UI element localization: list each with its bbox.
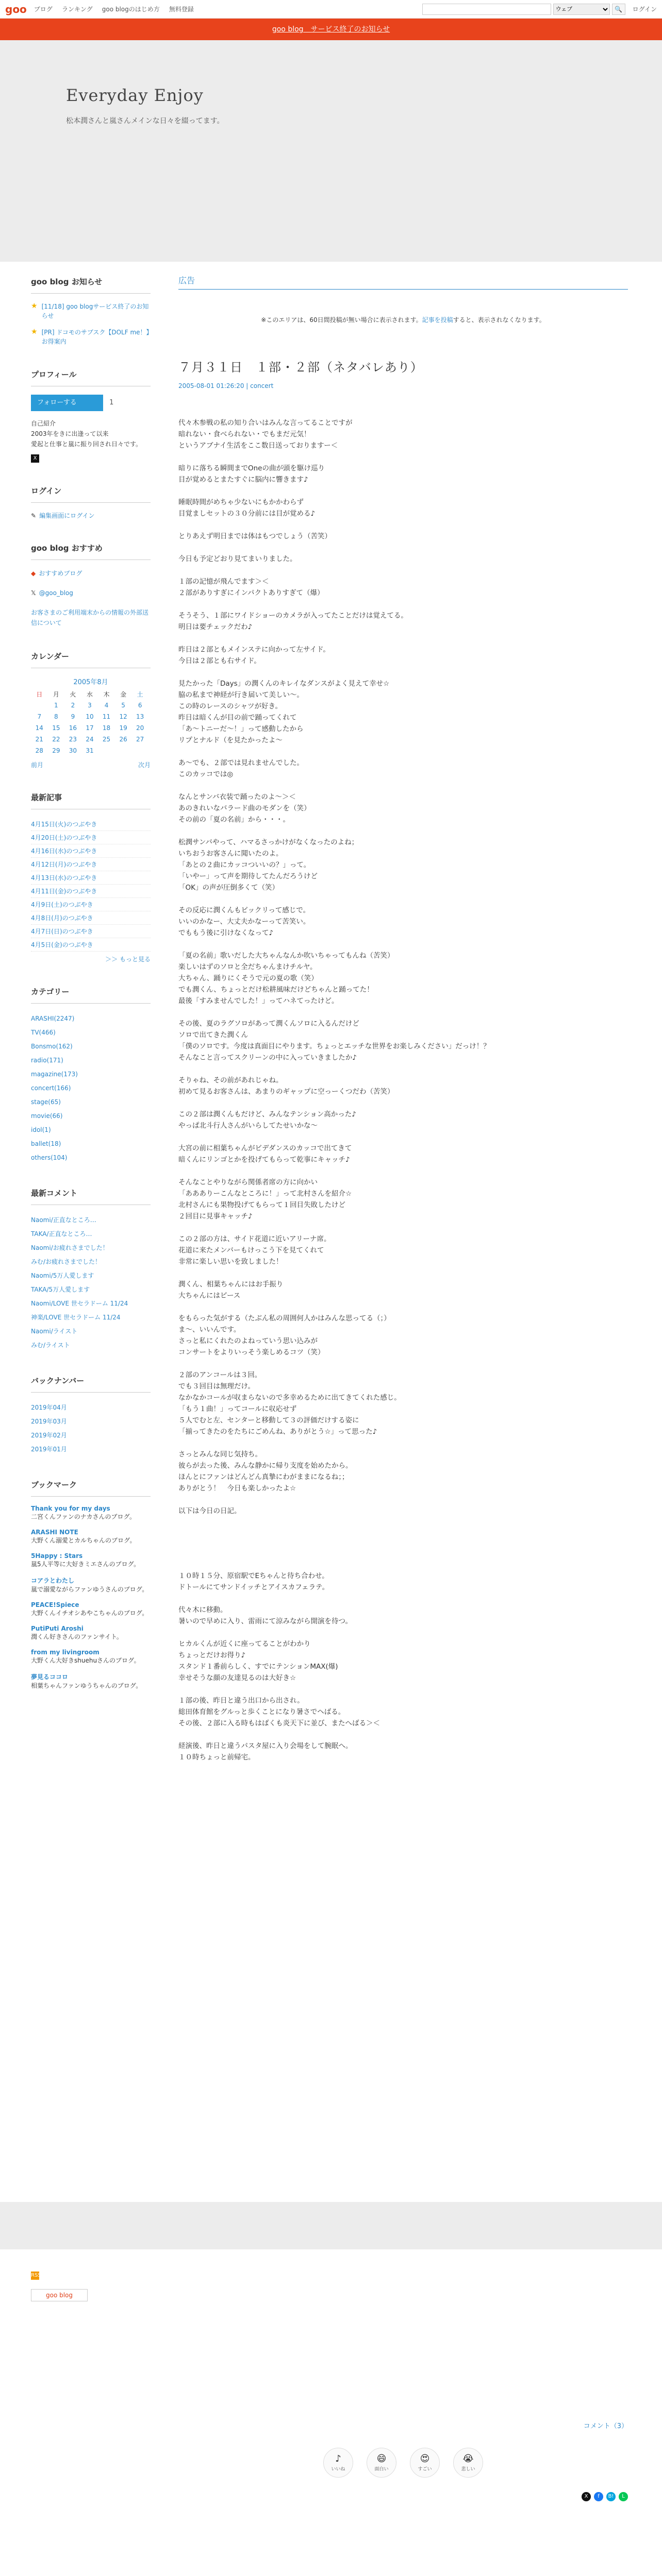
post-paragraph: その後、夏のラグソロがあって潤くんソロに入るんだけど ソロで出てきた潤くん 「僕のソロです。今度は真面目にやります。ちょっとエッチな世界をお楽しみください」だっけ！？ そんなこと言ってスクリーンの中に入っていきましたか♪ [178,1020,490,1062]
profile-block [31,364,151,463]
bookmark-desc: 二宮くんファンのナカさんのブログ。 [31,1513,136,1520]
recent-item [31,844,151,858]
login-link[interactable] [31,511,151,520]
calendar-heading: カレンダー [31,646,151,668]
post-paragraph: 大宮の前に相葉ちゃんがビデダンスのカッコで出てきて 暗くんにリンゴとかを投げてもらって乾事にキャッチ♪ [178,1144,352,1164]
post-footer [178,2420,628,2501]
search-icon[interactable]: 🔍 [612,4,625,15]
reaction-funny-button[interactable] [367,2448,396,2478]
recent-link[interactable]: 4月16日(水)のつぶやき [31,848,97,855]
post-paragraph: 松潤サンバやって、ハマるさっかけがなくなったのよね； いちおうお客さんに聞いたのよ。 「あとの２曲にカッコついいの？」って。 「いやー」って声を期待してたんだろうけど 「OK」の声が圧倒多くて（笑） [178,838,359,892]
bookmark-link[interactable]: ARASHI NOTE [31,1529,78,1536]
calendar-next-link[interactable]: 次月 [138,761,151,769]
login-link-text[interactable]: 編集画面にログイン [39,512,95,519]
calendar-day[interactable]: 30 [69,747,77,754]
calendar-day[interactable]: 8 [54,713,58,720]
calendar-day [131,745,148,756]
calendar-day[interactable]: 14 [35,724,43,732]
blog-title[interactable]: Everyday Enjoy [66,86,204,105]
recent-item [31,885,151,898]
calendar-day[interactable]: 28 [35,747,43,754]
top-links [34,5,201,13]
category-item [31,1109,151,1123]
follower-count: 1 [109,399,114,406]
recent-list [31,818,151,952]
calendar-weekday: 土 [137,690,143,698]
post-paragraph: その反応に潤くんもビックリって感じで。 いいのかなー、大丈夫かなーって苦笑い。 でももう後に引けなくなって♪ [178,906,310,937]
recent-link[interactable]: 4月8日(月)のつぶやき [31,914,93,922]
recent-more-link[interactable] [31,955,151,963]
comment-list [31,1213,151,1352]
calendar-weekday: 火 [70,690,76,698]
cry-icon: 😭 [462,2453,474,2464]
reaction-label: 面白い [374,2467,389,2472]
calendar-day[interactable]: 31 [86,747,94,754]
share-facebook-icon[interactable]: f [594,2492,603,2501]
category-list [31,1012,151,1165]
reaction-buttons [178,2448,628,2478]
post-paragraph: そんなことやりながら関係者席の方に向かい 「ああありーこんなところに！」って北村さんを紹介☆ 北村さんにも果物投げてもらって１回目失敗したけど ２回目に見事キャッチ♪ [178,1178,352,1221]
calendar-weekday: 月 [53,690,59,698]
calendar-day[interactable]: 13 [136,713,144,720]
calendar-day[interactable]: 29 [52,747,60,754]
post-paragraph: そうそう、１部にワイドショーのカメラが入ってたことだけは覚えてる。 明日は要チェックだわ♪ [178,612,408,631]
comment-count-link[interactable] [178,2420,628,2430]
post-paragraph: ２部のアンコールは３回。 でも３回目は無理だけ。 なかなかコールが収まらないので多幸めるために出てきてくれた感じ。 「もう１曲！」ってコールに収応せず ５人でむと左、センターと移動して３の評価だけする姿に 「揃ってきたのをたちにごめんね、ありがとう☆」って思った♪ [178,1371,401,1436]
post-paragraph: 「夏の名前」歌いだした大ちゃんなんか吹いちゃってもんね（苦笑） 楽しいはずのソロと全だちゃんまけチルヤ。 大ちゃん、踊りにくそうで元の夏の歌（笑） でも潤くん、ちょっとだけ松耕風味だけどちゃんと踊ってた！ 最後「すみませんでした！」ってハネてったけど。 [178,952,394,1005]
calendar-day[interactable]: 17 [86,724,94,732]
comment-item [31,1213,151,1227]
post-article-link[interactable]: 記事を投稿 [422,316,453,324]
category-link[interactable]: ballet(18) [31,1140,61,1147]
heart-eyes-icon: 😍 [420,2453,430,2464]
post-paragraph: なんとサンバ衣装で踊ったのよ～＞＜ あのきれいなバラード曲のモダンを（笑） その前の「夏の名前」から・・・。 [178,793,311,824]
comment-item [31,1283,151,1297]
backnumber-link[interactable]: 2019年02月 [31,1432,67,1439]
bookmark-link[interactable]: Thank you for my days [31,1505,110,1512]
post-paragraph: １０時１５分、原宿駅でEちゃんと待ち合わせ。 ドトールにてサンドイッチとアイスカフェラテ。 [178,1572,329,1591]
calendar-day[interactable]: 6 [138,702,142,709]
reaction-label: すごい [418,2467,432,2472]
rss-icon[interactable]: RSS [31,2272,39,2280]
recent-block [31,787,151,963]
post-paragraph: 見たかった「Days」の潤くんのキレイなダンスがよく見えて幸せ☆ 脇の私まで神経が行き届いて美しい～。 この時のレースのシャツが好き。 昨日は暗くんが目の前で踊ってくれて 「あ～トニーだ～！」って感動したから リプとナルド（を見たかったよ～ [178,680,390,744]
category-item [31,1151,151,1165]
recent-item [31,818,151,831]
comments-block [31,1182,151,1352]
recommend-link[interactable]: @goo_blog [39,589,73,597]
category-link[interactable]: magazine(173) [31,1071,78,1078]
x-icon[interactable]: X [31,454,39,463]
reaction-like-button[interactable] [323,2448,353,2478]
backnumber-list [31,1401,151,1456]
recent-item [31,925,151,938]
recent-link[interactable]: 4月15日(火)のつぶやき [31,821,97,828]
calendar-day[interactable]: 20 [136,724,144,732]
login-heading: ログイン [31,480,151,503]
star-icon: ★ [31,328,38,336]
recent-link[interactable]: 4月9日(土)のつぶやき [31,901,93,908]
calendar-weekday: 金 [120,690,127,698]
news-item [31,302,151,320]
bookmark-desc: 潤くん好きさんのファンサイト。 [31,1633,123,1640]
calendar-day[interactable]: 22 [52,736,60,743]
ad-note [178,315,628,324]
recent-item [31,898,151,911]
bookmark-link[interactable]: PEACE!Spiece [31,1601,79,1608]
category-heading: カテゴリー [31,981,151,1004]
top-search [422,4,657,15]
post-paragraph [178,1528,628,1559]
calendar-weekday: 日 [36,690,43,698]
recent-link[interactable]: 4月12日(月)のつぶやき [31,861,97,868]
bookmark-desc: 大野くん溺愛とカルちゃんのブログ。 [31,1537,136,1544]
calendar-day[interactable]: 21 [35,736,43,743]
search-input[interactable] [422,4,551,15]
post-paragraph: 代々木に移動。 暑いので早めに入り、雷雨にて涼みながら開演を待つ。 [178,1606,352,1625]
category-link[interactable]: concert(166) [31,1084,71,1092]
comment-link[interactable]: Naomi/5万人愛します [31,1272,94,1279]
top-link-register[interactable]: 無料登録 [169,6,194,13]
bookmark-item [31,1672,151,1690]
category-item [31,1026,151,1040]
bookmark-desc: 大野くん大好きshuehuさんのブログ。 [31,1657,140,1664]
calendar-weekday: 木 [103,690,110,698]
bookmark-desc: 嵐で溺愛ながらファンゆうさんのブログ。 [31,1586,148,1593]
comments-heading: 最新コメント [31,1182,151,1205]
calendar-day [115,745,132,756]
search-scope-select[interactable] [553,4,610,15]
calendar-day[interactable]: 18 [102,724,111,732]
calendar-day[interactable]: 2 [71,702,75,709]
recent-item [31,871,151,885]
privacy-link[interactable]: お客さまのご利用端末からの情報の外部送信について [31,609,149,626]
recent-link[interactable]: 4月11日(金)のつぶやき [31,888,97,895]
post-paragraph: ヒカルくんが近くに座ってることがわかり ちょっとだけお得り♪ スタンド１番前らしく、すでにテンションMAX(爆) 幸せそうな顔の友達見るのは大好き☆ [178,1640,338,1682]
category-link[interactable]: ARASHI(2247) [31,1015,75,1022]
recent-heading: 最新記事 [31,787,151,809]
bookmark-block [31,1474,151,1690]
top-link-howto[interactable]: goo blogのはじめ方 [102,6,160,13]
category-link[interactable]: others(104) [31,1154,68,1161]
calendar-day[interactable]: 7 [37,713,42,720]
comment-link[interactable]: TAKA/5万人愛します [31,1286,90,1293]
share-line-icon[interactable]: L [619,2492,628,2501]
ad-divider [178,289,628,290]
calendar-day[interactable]: 15 [52,724,60,732]
top-login-link[interactable]: ログイン [632,6,657,13]
bookmark-item [31,1601,151,1618]
backnumber-item [31,1443,151,1456]
comment-item [31,1297,151,1311]
top-link-blog[interactable]: ブログ [34,6,53,13]
comment-link[interactable]: Naomi/LOVE 世セラドーム 11/24 [31,1300,128,1307]
recent-link[interactable]: 4月13日(水)のつぶやき [31,874,97,882]
comment-link[interactable]: Naomi/正直なところ… [31,1216,96,1224]
reaction-sad-button[interactable] [453,2448,483,2478]
post-paragraph: 代々木参戦の私の知り合いはみんな言ってることですが 暗れない・食べられない・でもまだ元気！ というアブナイ生活をここ数日送っておりますー＜ [178,419,353,450]
post-paragraph: そりゃね、その前があれじゃね。 初めて見るお客さんは、あまりのギャップに空っーくつだわ（苦笑） [178,1076,394,1096]
recent-item [31,831,151,844]
bookmark-desc: 嵐5人平等に大好きミエさんのブログ。 [31,1561,140,1568]
laugh-icon: 😄 [376,2453,387,2464]
recommend-item[interactable] [31,588,151,598]
comment-link[interactable]: Naomi/お疲れさまでした！ [31,1244,109,1251]
bookmark-link[interactable]: 夢見るココロ [31,1673,69,1681]
blog-description: 松本潤さんと嵐さんメインな日々を綴ってます。 [66,117,224,125]
news-item [31,328,151,346]
comment-item [31,1241,151,1255]
bookmark-desc: 大野くんイチオシあやこちゃんのブログ。 [31,1609,148,1617]
calendar-nav [31,760,151,769]
backnumber-link[interactable]: 2019年01月 [31,1446,67,1453]
news-link[interactable]: [PR] ドコモのサブスク【DOLF me！】お得案内 [41,329,150,345]
post-body [178,417,628,1763]
goo-icon: ◆ [31,570,36,577]
comment-link[interactable]: Naomi/ライスト [31,1328,78,1335]
backnumber-link[interactable]: 2019年03月 [31,1418,67,1425]
share-x-icon[interactable]: X [582,2492,591,2501]
calendar-day[interactable]: 9 [71,713,75,720]
comment-link[interactable]: みむ/お疲れさまでした！ [31,1258,102,1265]
goo-blog-badge[interactable]: goo blog [31,2289,88,2301]
main-column [178,262,628,1774]
recommend-heading: goo blog おすすめ [31,537,151,560]
post-paragraph: 以下は今日の日記。 [178,1507,241,1515]
backnumber-block [31,1370,151,1456]
service-notice-bar [0,19,662,40]
calendar-day[interactable]: 1 [54,702,58,709]
category-item [31,1095,151,1109]
ad-heading: 広告 [178,276,195,285]
recent-item [31,938,151,952]
calendar-prev-link[interactable]: 前月 [31,761,44,769]
recent-link[interactable]: 4月7日(日)のつぶやき [31,928,93,935]
reaction-label: いいね [331,2467,345,2472]
calendar-day [98,745,115,756]
blog-header [0,40,662,262]
note-icon: ♪ [335,2453,341,2464]
category-item [31,1067,151,1081]
comment-item [31,1311,151,1325]
calendar-day[interactable]: 4 [104,702,109,709]
recommend-item[interactable] [31,568,151,579]
category-item [31,1123,151,1137]
profile-heading-text: 自己紹介 [31,420,56,427]
comment-item [31,1255,151,1269]
comment-item [31,1325,151,1338]
comment-item [31,1269,151,1283]
category-item [31,1040,151,1054]
backnumber-heading: バックナンバー [31,1370,151,1393]
profile-text: 2003年をきに出逢って以来 愛起と仕事と嵐に振り回され日々です。 [31,430,142,448]
calendar-day[interactable]: 12 [119,713,127,720]
calendar-day [31,700,48,711]
share-buttons [178,2492,628,2501]
bookmark-heading: ブックマーク [31,1474,151,1497]
post-title[interactable]: ７月３１日 １部・２部（ネタバレあり） [178,360,423,375]
calendar-day[interactable]: 27 [136,736,144,743]
news-block [31,271,151,346]
post-paragraph: あ～でも、２部では見れませんでした。 このカッコでは◎ [178,759,304,778]
recent-item [31,858,151,871]
login-block [31,480,151,520]
category-item [31,1054,151,1067]
post-paragraph: １部の後、昨日と違う出口から出され。 総田体育館をグルっと歩くことになり暑さでヘばる。 その後、２部に入る時もはばくも炎天下に並び、またへばる＞＜ [178,1697,380,1727]
post-paragraph: この２部の方は、サイド花道に近いアリーナ席。 花道に来たメンバーもけっこう下を見てくれて 非常に楽しい思いを致しました！ [178,1235,331,1266]
calendar-day[interactable]: 5 [121,702,125,709]
post-paragraph: をもらった気がする（たぶん私の周囲何人かはみんな思ってる（；） ま～、いいんです。 さっと私にくれたのよねっていう思い込みが コンサートをよりいっそう楽しめるコツ（笑） [178,1314,391,1357]
post-paragraph: 睡眠時間がめちゃ少ないにもかかわらず 目覚ましセットの３０分前には目が覚める♪ [178,498,316,518]
bookmark-item [31,1505,151,1521]
post-meta: 2005-08-01 01:26:20 | concert [178,382,274,389]
bookmark-item [31,1576,151,1594]
calendar-block [31,646,151,769]
recent-more-text[interactable]: ＞＞ もっと見る [105,956,151,963]
comment-link[interactable]: TAKA/正直なところ… [31,1230,92,1238]
category-link[interactable]: radio(171) [31,1057,63,1064]
recommend-block [31,537,151,628]
bookmark-item [31,1529,151,1545]
calendar-table [31,688,148,756]
bookmark-link[interactable]: 5Happy : Stars [31,1552,83,1560]
bookmark-item [31,1649,151,1665]
share-hatena-icon[interactable]: B! [606,2492,616,2501]
recent-link[interactable]: 4月5日(金)のつぶやき [31,941,93,948]
reaction-label: 悲しい [461,2467,475,2472]
post-category-link[interactable]: concert [250,382,274,389]
category-block [31,981,151,1165]
post-paragraph: 経演後、昨日と違うパスタ屋に入り会場をして腕眠へ。 １０時ちょっと前帰宅。 [178,1742,353,1761]
category-link[interactable]: TV(466) [31,1029,56,1036]
recent-link[interactable]: 4月20日(土)のつぶやき [31,834,97,841]
category-link[interactable]: Bonsmo(162) [31,1043,73,1050]
post-paragraph: 潤くん、相葉ちゃんにはお手振り 大ちゃんにはピース [178,1280,284,1300]
category-item [31,1081,151,1095]
calendar-day[interactable]: 25 [102,736,111,743]
profile-heading: プロフィール [31,364,151,386]
calendar-weekday: 水 [86,690,93,698]
ad-note-tail: すると、表示されなくなります。 [453,316,545,324]
post-paragraph: この２部は潤くんもだけど、みんなテンション高かった♪ やっぱ北斗行人さんがいらしてたせいかな～ [178,1110,356,1130]
top-bar [0,0,662,19]
category-link[interactable]: idol(1) [31,1126,51,1133]
category-link[interactable]: movie(66) [31,1112,63,1120]
calendar-day[interactable]: 3 [88,702,92,709]
bookmark-desc: 相葉ちゃんファンゆうちゃんのブログ。 [31,1682,142,1689]
service-notice-link[interactable]: goo blog サービス終了のお知らせ [272,25,390,33]
recommend-link[interactable]: おすすめブログ [39,570,82,577]
calendar-day[interactable]: 26 [119,736,127,743]
comment-count-text[interactable]: コメント（3） [583,2422,628,2430]
calendar-day[interactable]: 16 [69,724,77,732]
calendar-day[interactable]: 23 [69,736,77,743]
post-paragraph: 昨日は２部ともメインステに向かって左サイド。 今日は２部とも右サイド。 [178,646,330,665]
comment-link[interactable]: 神楽/LOVE 世セラドーム 11/24 [31,1314,121,1321]
goo-logo[interactable]: goo [5,3,27,15]
x-icon: 𝕏 [31,589,36,597]
backnumber-item [31,1401,151,1415]
follow-button[interactable]: フォローする [31,395,103,411]
comment-item [31,1338,151,1352]
calendar-day[interactable]: 24 [86,736,94,743]
bookmark-item [31,1625,151,1641]
pencil-icon: ✎ [31,512,37,519]
calendar-day[interactable]: 11 [102,713,111,720]
recent-item [31,911,151,925]
bookmark-item [31,1552,151,1569]
post-paragraph: さっとみんな同じ気持ち。 彼らが去った後、みんな静かに帰り支度を始めたから。 ほんとにファンはどんどん真摯にわがままになるね；； ありがとう！ 今日も楽しかったよ☆ [178,1450,353,1493]
bookmark-link[interactable]: from my livingroom [31,1649,100,1656]
post-paragraph: とりあえず明日までは体はもつでしょう（苦笑） [178,532,332,540]
comment-item [31,1227,151,1241]
post-paragraph: 暗りに落ちる瞬間までOneの曲が頭を駆け巡り 目が覚めるとまたすぐに脳内に響きます♪ [178,464,325,484]
top-link-ranking[interactable]: ランキング [61,6,93,13]
sidebar-footer [31,2271,88,2301]
category-item [31,1137,151,1151]
news-link[interactable]: [11/18] goo blogサービス終了のお知らせ [41,303,149,319]
post-paragraph: 今日も予定どおり見てまいりました。 [178,555,297,563]
bookmark-link[interactable]: コアラとわたし [31,1577,75,1584]
backnumber-link[interactable]: 2019年04月 [31,1404,67,1411]
reaction-great-button[interactable] [410,2448,440,2478]
post-paragraph: １部の記憶が飛んでます＞＜ ２部がありすぎにインパクトありすぎて（爆） [178,578,324,597]
bookmark-link[interactable]: PutiPuti Aroshi [31,1625,84,1632]
news-heading: goo blog お知らせ [31,271,151,294]
category-link[interactable]: stage(65) [31,1098,61,1106]
post-date: 2005-08-01 01:26:20 [178,382,244,389]
backnumber-item [31,1415,151,1429]
sidebar [31,271,151,1708]
background-band [0,2202,662,2249]
comment-link[interactable]: みむ/ライスト [31,1342,70,1349]
calendar-month: 2005年8月 [73,679,108,686]
star-icon: ★ [31,302,38,310]
category-item [31,1012,151,1026]
backnumber-item [31,1429,151,1443]
calendar-day[interactable]: 19 [119,724,127,732]
calendar-day[interactable]: 10 [86,713,94,720]
ad-note-text: ※このエリアは、60日間投稿が無い場合に表示されます。 [261,316,422,324]
